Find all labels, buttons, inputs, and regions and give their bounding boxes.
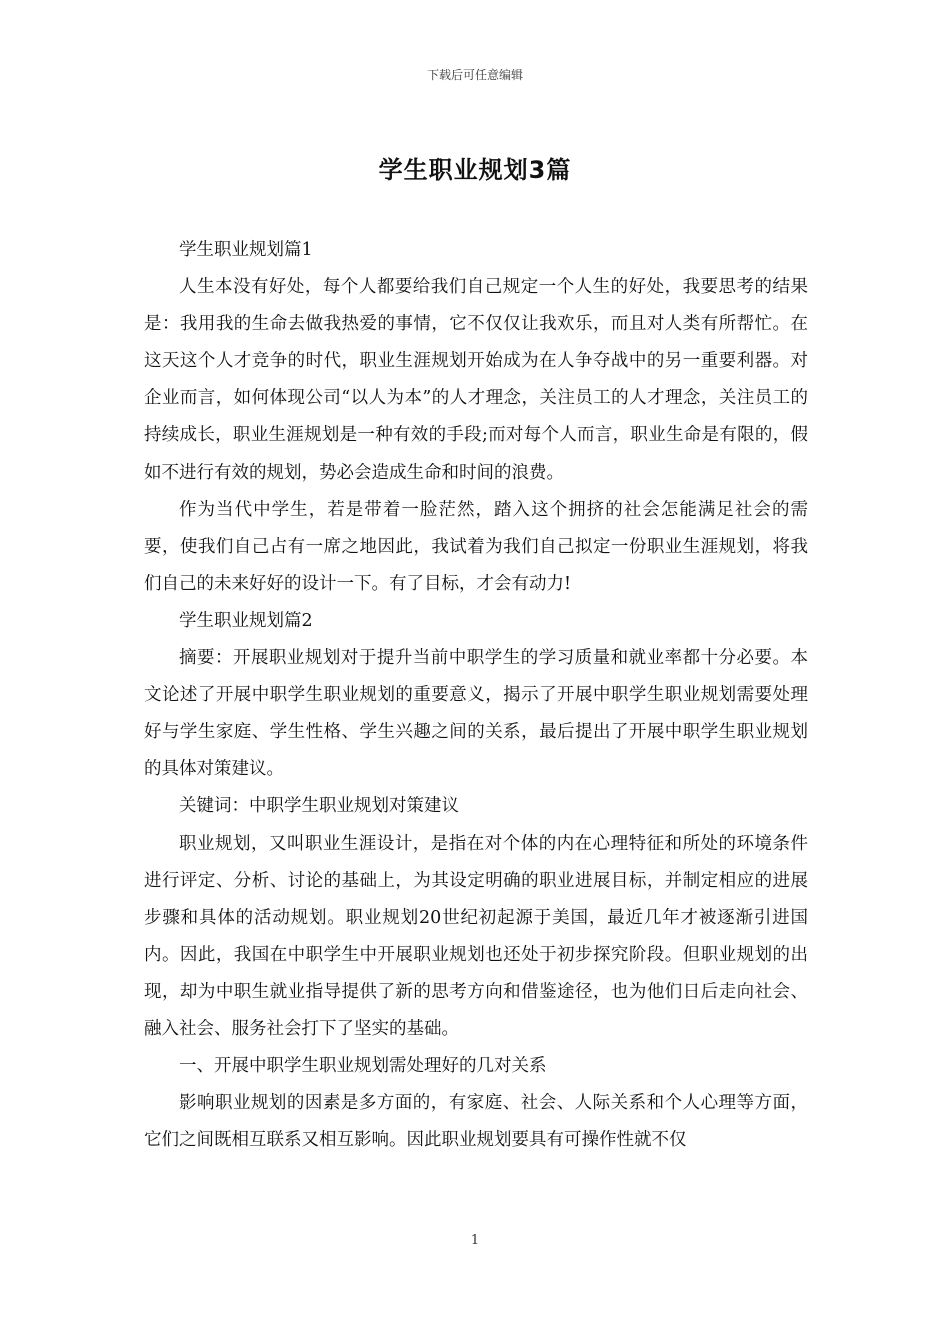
section-heading-2: 学生职业规划篇2 xyxy=(179,610,313,631)
body-paragraph: 人生本没有好处，每个人都要给我们自己规定一个人生的好处，我要思考的结果是：我用我的生命去做我热爱的事情，它不仅仅让我欢乐，而且对人类有所帮忙。在这天这个人才竞争的时代，职业生涯规划开始成为在人争夺战中的另一重要利器。对企业而言，如何体现公司“以人为本”的人才理念，关注员工的人才理念，关注员工的持续成长，职业生涯规划是一种有效的手段;而对每个人而言，职业生命是有限的，假如不进行有效的规划，势必会造成生命和时间的浪费。 xyxy=(144,277,808,483)
document-body xyxy=(144,232,808,1159)
page-number: 1 xyxy=(470,1233,480,1248)
document-title: 学生职业规划3篇 xyxy=(378,156,572,184)
abstract-paragraph: 摘要：开展职业规划对于提升当前中职学生的学习质量和就业率都十分必要。本文论述了开展中职学生职业规划的重要意义，揭示了开展中职学生职业规划需要处理好与学生家庭、学生性格、学生兴趣之间的关系，最后提出了开展中职学生职业规划的具体对策建议。 xyxy=(144,648,808,780)
keywords-paragraph: 关键词：中职学生职业规划对策建议 xyxy=(179,796,459,817)
header-note: 下载后可任意编辑 xyxy=(426,68,523,82)
body-paragraph: 影响职业规划的因素是多方面的，有家庭、社会、人际关系和个人心理等方面，它们之间既相互联系又相互影响。因此职业规划要具有可操作性就不仅 xyxy=(144,1093,808,1151)
section-heading-1: 学生职业规划篇1 xyxy=(179,240,313,260)
body-paragraph: 作为当代中学生，若是带着一脸茫然，踏入这个拥挤的社会怎能满足社会的需要，使我们自己占有一席之地因此，我试着为我们自己拟定一份职业生涯规划，将我们自己的未来好好的设计一下。有了目标，才会有动力! xyxy=(144,499,808,594)
subsection-heading: 一、开展中职学生职业规划需处理好的几对关系 xyxy=(179,1056,547,1077)
body-paragraph: 职业规划，又叫职业生涯设计，是指在对个体的内在心理特征和所处的环境条件进行评定、分析、讨论的基础上，为其设定明确的职业进展目标，并制定相应的进展步骤和具体的活动规划。职业规划20世纪初起源于美国，最近几年才被逐渐引进国内。因此，我国在中职学生中开展职业规划也还处于初步探究阶段。但职业规划的出现，却为中职生就业指导提供了新的思考方向和借鉴途径，也为他们日后走向社会、融入社会、服务社会打下了坚实的基础。 xyxy=(144,833,808,1039)
